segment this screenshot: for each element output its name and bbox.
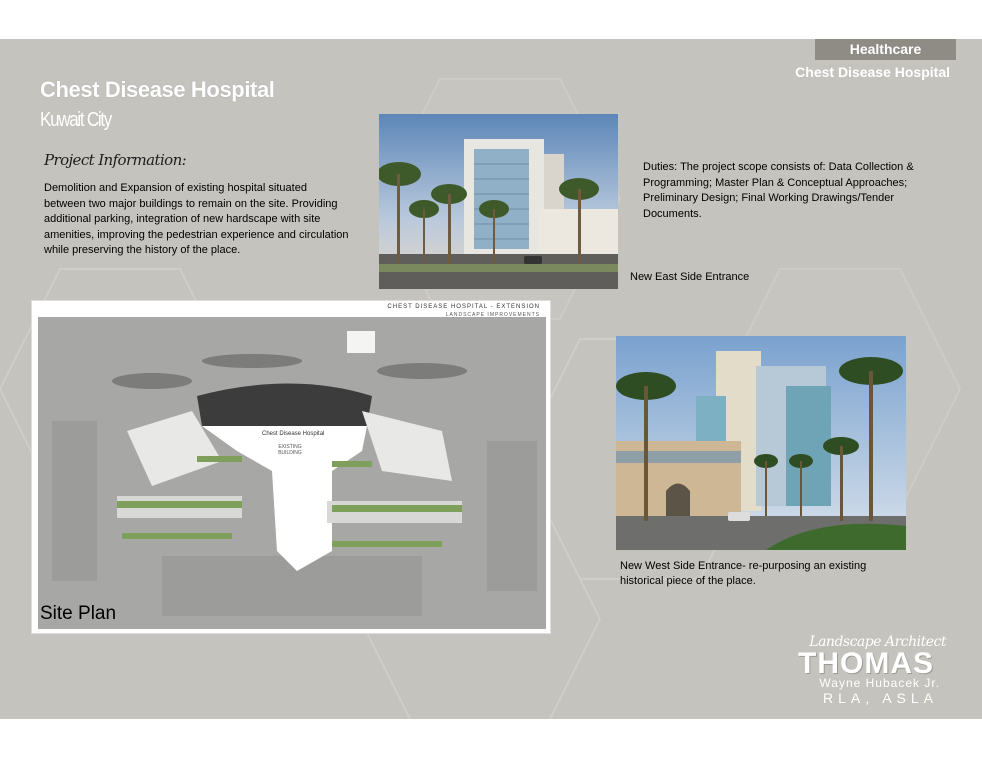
site-existing-label: EXISTING BUILDING	[278, 444, 302, 456]
signature-script: Landscape Architect	[809, 634, 946, 650]
location-subtitle: Kuwait City	[40, 109, 112, 131]
site-plan-title: CHEST DISEASE HOSPITAL - EXTENSION	[387, 304, 540, 310]
project-info-heading: Project Information:	[44, 151, 187, 169]
architect-signature	[800, 634, 960, 714]
page-title: Chest Disease Hospital	[40, 77, 275, 102]
slide-panel	[0, 39, 982, 719]
project-info-body: Demolition and Expansion of existing hospital situated between two major buildings to remain on the site. Providing additional parking, integration of new hardscape with site amenities, improving the pedestrian experience and circulation while preserving the history of the place.	[44, 182, 349, 257]
west-entrance-image	[616, 336, 906, 550]
signature-subname: Wayne Hubacek Jr.	[819, 676, 940, 690]
east-entrance-image	[379, 114, 618, 289]
site-plan-image	[31, 300, 551, 634]
signature-name: THOMAS	[798, 647, 934, 680]
east-entrance-caption: New East Side Entrance	[630, 271, 750, 283]
site-plan-subtitle: LANDSCAPE IMPROVEMENTS	[445, 312, 540, 318]
west-entrance-caption: New West Side Entrance- re-purposing an existing historical piece of the place.	[620, 560, 867, 587]
signature-credentials: RLA, ASLA	[822, 690, 938, 706]
site-plan-label: Site Plan	[40, 603, 117, 624]
site-building-label: Chest Disease Hospital	[262, 431, 325, 437]
duties-text: Duties: The project scope consists of: Data Collection & Programming; Master Plan & Conceptual Approaches; Preliminary Design; Final Working Drawings/Tender Documents.	[643, 161, 914, 220]
category-badge: Healthcare	[815, 39, 956, 60]
category-subtitle: Chest Disease Hospital	[795, 64, 950, 80]
